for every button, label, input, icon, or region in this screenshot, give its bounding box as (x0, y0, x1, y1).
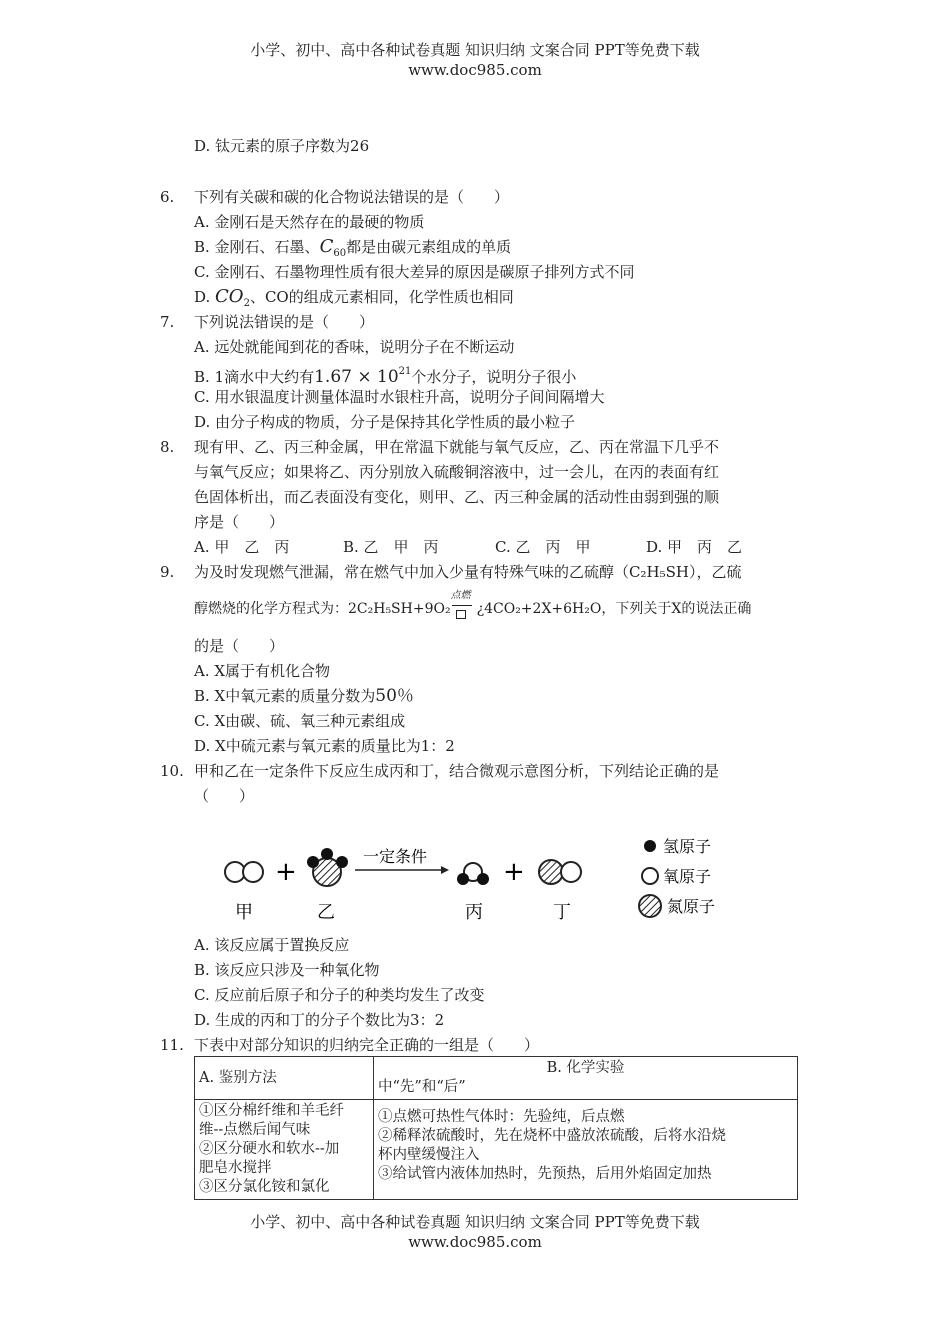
label-jia: 甲 (235, 902, 253, 923)
label-ding: 丁 (553, 902, 571, 923)
q8-option-d: D. 甲 丙 乙 (646, 538, 743, 556)
q9-option-b: B. X中氧元素的质量分数为50％ (194, 686, 414, 706)
q10-option-b: B. 该反应只涉及一种氧化物 (194, 961, 380, 979)
table-header-b: B. 化学实验 中“先”和“后” (374, 1057, 798, 1100)
q8-line4: 序是（ ） (194, 513, 285, 531)
q8-option-c: C. 乙 丙 甲 (495, 538, 591, 556)
footer-line1: 小学、初中、高中各种试卷真题 知识归纳 文案合同 PPT等免费下载 (250, 1213, 700, 1231)
table-cell-b: ①点燃可热性气体时：先验纯，后点燃 ②稀释浓硫酸时，先在烧杯中盛放浓硫酸，后将水沿烧 杯内壁缓慢注入 ③给试管内液体加热时，先预热，后用外焰固定加热 (374, 1100, 798, 1200)
q6-option-b: B. 金刚石、石墨、$C_{60}$都是由碳元素组成的单质 (194, 236, 512, 259)
q7-option-a: A. 远处就能闻到花的香味，说明分子在不断运动 (194, 338, 515, 356)
label-yi: 乙 (317, 902, 335, 923)
q7-option-b: B. 1滴水中大约有$1.67 \times 10^{21}$个水分子，说明分子很小 (194, 366, 577, 387)
plus-2: + (503, 857, 525, 887)
q10-line1: 甲和乙在一定条件下反应生成丙和丁，结合微观示意图分析，下列结论正确的是 (194, 762, 720, 780)
q11-stem: 下表中对部分知识的归纳完全正确的一组是（ ） (194, 1036, 540, 1054)
q10-option-c: C. 反应前后原子和分子的种类均发生了改变 (194, 986, 485, 1004)
q10-line2: （ ） (194, 787, 255, 805)
q5-option-d: D. 钛元素的原子序数为26 (194, 137, 370, 155)
q7-stem: 下列说法错误的是（ ） (194, 313, 375, 331)
jia-molecule (225, 862, 263, 882)
condition-label: 一定条件 (363, 847, 428, 866)
q9-line1: 为及时发现燃气泄漏，常在燃气中加入少量有特殊气味的乙硫醇（C₂H₅SH），乙硫 (194, 563, 742, 581)
q9-line3: 的是（ ） (194, 637, 285, 655)
q6-option-a: A. 金刚石是天然存在的最硬的物质 (194, 213, 425, 231)
table-header-a: A. 鉴别方法 (195, 1057, 374, 1100)
bing-molecule (457, 863, 489, 885)
knowledge-table (194, 1056, 798, 1200)
q8-option-b: B. 乙 甲 丙 (343, 538, 439, 556)
ding-molecule (539, 860, 581, 884)
header-line1: 小学、初中、高中各种试卷真题 知识归纳 文案合同 PPT等免费下载 (250, 41, 700, 59)
q9-line2: 醇燃烧的化学方程式为：2C₂H₅SH+9O₂ 点燃 ¿4CO₂+2X+6H₂O，下列关于X的说法正确 (194, 599, 751, 619)
q10-number: 10. (160, 762, 184, 780)
q6-option-c: C. 金刚石、石墨物理性质有很大差异的原因是碳原子排列方式不同 (194, 263, 635, 281)
q10-option-d: D. 生成的丙和丁的分子个数比为3：2 (194, 1011, 445, 1029)
q9-option-c: C. X由碳、硫、氧三种元素组成 (194, 712, 406, 730)
header-url: www.doc985.com (408, 61, 542, 79)
legend-n: 氮原子 (667, 897, 716, 916)
footer-url: www.doc985.com (408, 1233, 542, 1251)
q8-line2: 与氧气反应；如果将乙、丙分别放入硫酸铜溶液中，过一会儿，在丙的表面有红 (194, 463, 720, 481)
label-bing: 丙 (465, 902, 483, 923)
q11-number: 11. (160, 1036, 184, 1054)
legend-o: 氧原子 (663, 867, 712, 886)
legend-n-icon (639, 895, 661, 917)
q9-option-d: D. X中硫元素与氧元素的质量比为1：2 (194, 737, 455, 755)
q8-option-a: A. 甲 乙 丙 (194, 538, 290, 556)
q6-number: 6. (160, 188, 175, 206)
q10-option-a: A. 该反应属于置换反应 (194, 936, 350, 954)
table-cell-a: ①区分棉纤维和羊毛纤 维--点燃后闻气味 ②区分硬水和软水--加 肥皂水搅拌 ③区分氯化铵和氯化 (195, 1100, 374, 1200)
q9-option-a: A. X属于有机化合物 (194, 662, 331, 680)
legend-h: 氢原子 (663, 837, 712, 856)
q8-number: 8. (160, 438, 175, 456)
reaction-diagram (215, 828, 735, 928)
q8-line1: 现有甲、乙、丙三种金属，甲在常温下就能与氧气反应，乙、丙在常温下几乎不 (194, 438, 720, 456)
q7-option-c: C. 用水银温度计测量体温时水银柱升高，说明分子间间隔增大 (194, 388, 605, 406)
q6-option-d: D. $CO_2$、CO的组成元素相同，化学性质也相同 (194, 286, 514, 309)
q7-option-d: D. 由分子构成的物质，分子是保持其化学性质的最小粒子 (194, 413, 576, 431)
q9-condition: 点燃 (450, 590, 471, 601)
plus-1: + (275, 857, 297, 887)
q7-number: 7. (160, 313, 175, 331)
q9-number: 9. (160, 563, 175, 581)
yi-molecule (307, 848, 348, 886)
q8-line3: 色固体析出，而乙表面没有变化，则甲、乙、丙三种金属的活动性由弱到强的顺 (194, 488, 720, 506)
q6-stem: 下列有关碳和碳的化合物说法错误的是（ ） (194, 188, 510, 206)
legend-o-icon (642, 868, 658, 884)
legend-h-icon (644, 840, 656, 852)
